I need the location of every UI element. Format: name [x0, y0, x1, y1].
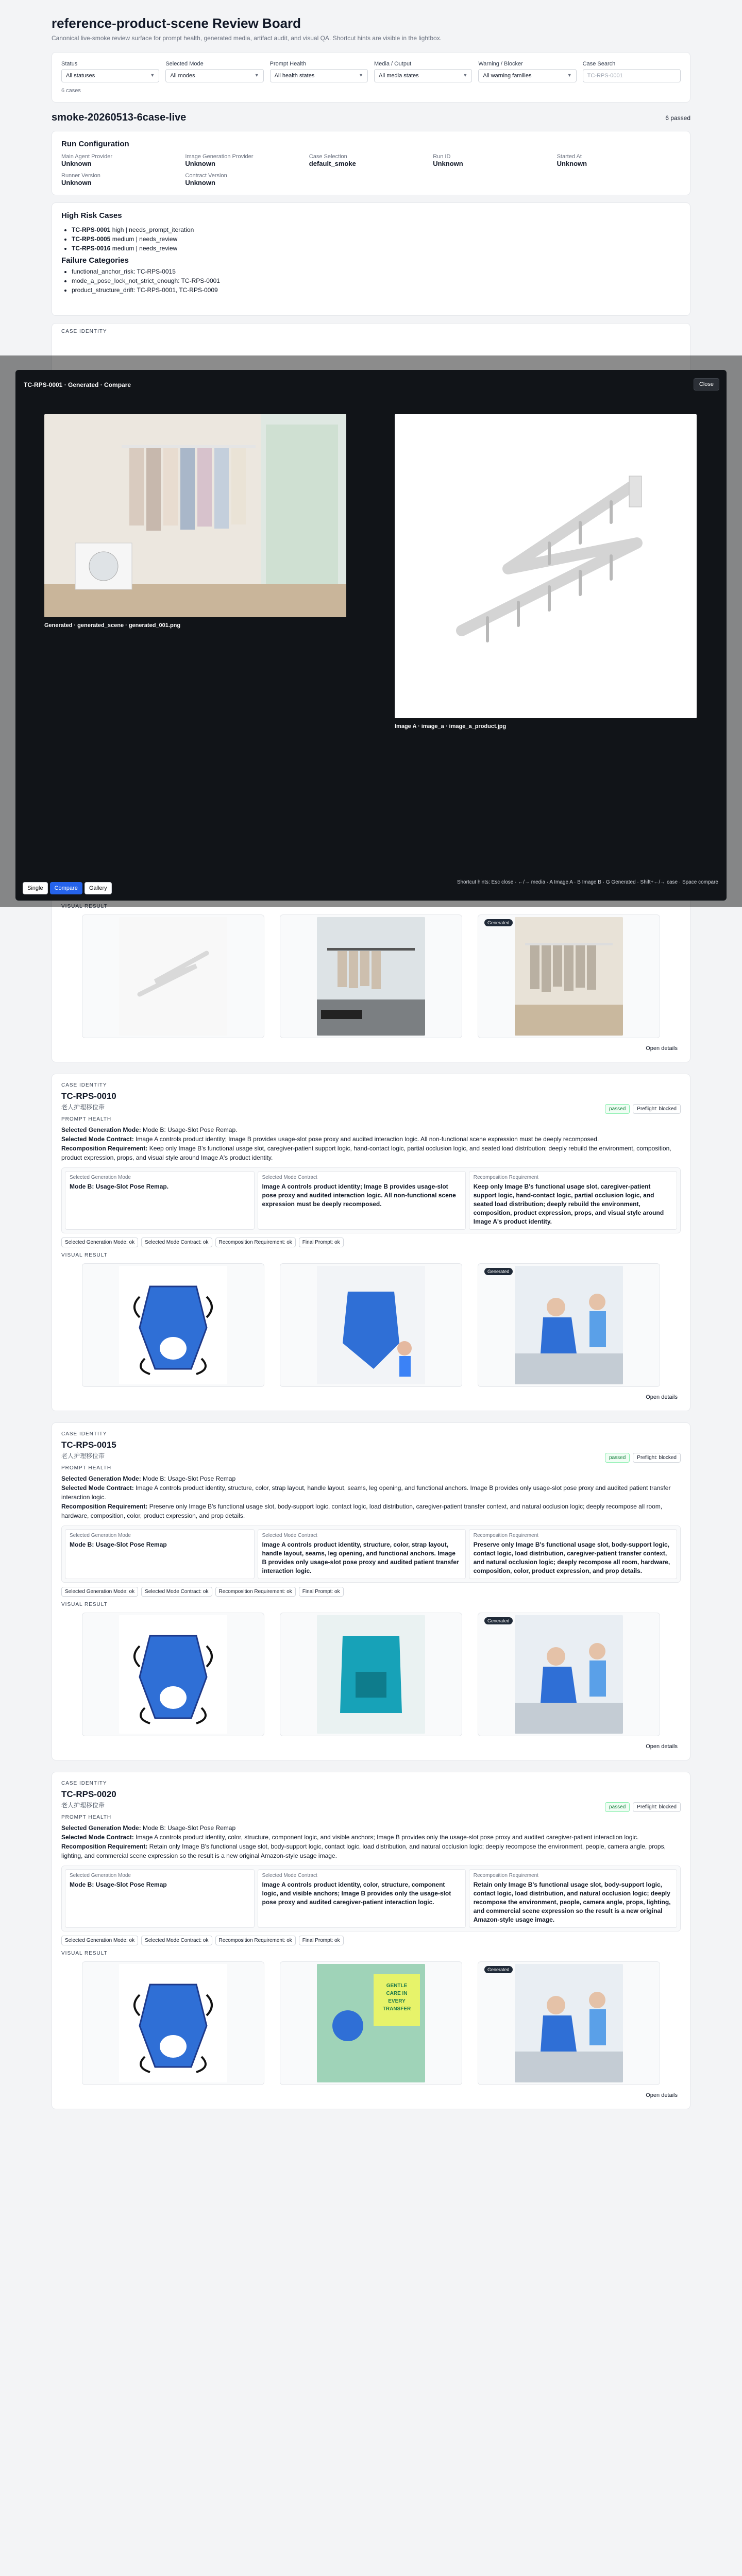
- modal-caption-right: Image A · image_a · image_a_product.jpg: [395, 723, 507, 730]
- page-subtitle: Canonical live-smoke review surface for prompt health, generated media, artifact audit, and visual QA. Shortcut hints are visible in the lightbox.: [52, 35, 442, 42]
- sling-product-image: [119, 1615, 227, 1734]
- visual-generated[interactable]: [478, 1613, 660, 1736]
- svg-text:GENTLE: GENTLE: [386, 1983, 408, 1989]
- generated-scene-image: [515, 1615, 623, 1734]
- prompt-health-select[interactable]: All health states ▼: [270, 69, 368, 82]
- case-card-tc-rps-0001: CASE IDENTITY: [52, 323, 690, 740]
- failure-category-item: • product_structure_drift: TC-RPS-0001, TC-RPS-0009: [72, 285, 681, 295]
- recomp-cell: Recomposition Requirement Keep only Image B's functional usage slot, caregiver-patient support logic, hand-contact logic, partial occlusion logic, and seated load distribution; deeply rebuild the environment, composition, product expression, props, and visual style around Image A's product identity.: [469, 1171, 677, 1230]
- filter-media: Media / Output All media states ▼: [374, 61, 472, 82]
- case-card: VISUAL RESULT Generated Open details: [52, 752, 690, 1062]
- chevron-down-icon: ▼: [150, 73, 155, 78]
- close-button[interactable]: Close: [694, 378, 719, 391]
- visual-image-b[interactable]: [280, 1961, 462, 2085]
- page-title: reference-product-scene Review Board: [52, 15, 301, 31]
- laundry-room-image: [44, 414, 346, 617]
- status-badge: passed: [605, 1104, 630, 1114]
- chevron-down-icon: ▼: [463, 73, 468, 78]
- check-chip: Selected Generation Mode: ok: [61, 1587, 138, 1597]
- visual-generated[interactable]: [478, 1263, 660, 1387]
- config-item: Contract Version Unknown: [185, 173, 227, 187]
- status-select[interactable]: All statuses ▼: [61, 69, 159, 82]
- gallery-view-button[interactable]: Gallery: [85, 882, 112, 894]
- run-name: smoke-20260513-6case-live: [52, 112, 187, 123]
- single-view-button[interactable]: Single: [23, 882, 48, 894]
- contract-cell: Selected Mode Contract Image A controls product identity, structure, color, strap layout, handle layout, seams, leg opening, and functional anchors. Image B provides only usage-slot pose proxy and audited patient transfer interaction logic.: [258, 1529, 466, 1579]
- visual-generated[interactable]: [478, 914, 660, 1038]
- check-chip: Recomposition Requirement: ok: [215, 1587, 296, 1597]
- modal-title: TC-RPS-0001 · Generated · Compare: [24, 381, 131, 388]
- modal-caption-left: Generated · generated_scene · generated_001.png: [44, 622, 181, 629]
- config-item: Started At Unknown: [556, 154, 587, 167]
- generated-scene-image: [515, 1964, 623, 2082]
- check-chip: Selected Mode Contract: ok: [141, 1238, 212, 1247]
- preflight-badge: Preflight: blocked: [633, 1453, 681, 1463]
- risk-case-item: • TC-RPS-0016 medium | needs_review: [72, 244, 681, 253]
- contract-cell: Selected Mode Contract Image A controls product identity, color, structure, component logic, and visible anchors; Image B provides only the usage-slot pose proxy and audited caregiver-patient interaction logic.: [258, 1869, 466, 1928]
- open-details-button[interactable]: Open details: [646, 1045, 678, 1052]
- case-subtitle: 老人护理移位带: [61, 1802, 105, 1809]
- check-chip: Selected Mode Contract: ok: [141, 1936, 212, 1945]
- visual-image-a[interactable]: [82, 1263, 264, 1387]
- mode-select[interactable]: All modes ▼: [165, 69, 263, 82]
- check-chip: Final Prompt: ok: [299, 1587, 344, 1597]
- sling-teal-image: [317, 1615, 425, 1734]
- case-id: TC-RPS-0010: [61, 1091, 116, 1101]
- lightbox-modal: [15, 370, 727, 901]
- mode-cell: Selected Generation Mode Mode B: Usage-Slot Pose Remap.: [65, 1171, 255, 1230]
- chevron-down-icon: ▼: [254, 73, 259, 78]
- generated-badge: Generated: [484, 1268, 513, 1275]
- rack-product-image: [119, 917, 227, 1036]
- run-config-panel: Run Configuration Main Agent Provider Unknown Image Generation Provider Unknown Case Selection default_smoke Run ID Unknown Started At Unknown Runner Version Unknown Contract Version Unknown: [52, 131, 690, 195]
- filter-panel: [52, 52, 690, 103]
- preflight-badge: Preflight: blocked: [633, 1104, 681, 1114]
- shortcut-hint: Shortcut hints: Esc close · ←/→ media · A Image A · B Image B · G Generated · Shift+←/→ case · Space compare: [457, 879, 718, 885]
- check-chip: Final Prompt: ok: [299, 1936, 344, 1945]
- config-item: Runner Version Unknown: [61, 173, 100, 187]
- recomp-cell: Recomposition Requirement Preserve only Image B's functional usage slot, body-support logic, contact logic, load distribution, caregiver-patient transfer context, and natural occlusion logic; deeply recompose all room, hardware, composition, color, product expression, and prop details.: [469, 1529, 677, 1579]
- warning-select[interactable]: All warning families ▼: [478, 69, 576, 82]
- case-search-input[interactable]: TC-RPS-0001: [583, 69, 681, 82]
- view-mode-buttons: [23, 882, 112, 894]
- sling-ad-image: [317, 1964, 425, 2082]
- generated-scene-image: [515, 1266, 623, 1384]
- recomp-cell: Recomposition Requirement Retain only Image B's functional usage slot, body-support logic, contact logic, load distribution, and natural occlusion logic; deeply recompose the environment, people, camera angle, props, lighting, and commercial scene expression so the result is a new original Amazon-style usage image.: [469, 1869, 677, 1928]
- check-chip: Recomposition Requirement: ok: [215, 1936, 296, 1945]
- rack-product-image: [395, 414, 697, 718]
- media-select[interactable]: All media states ▼: [374, 69, 472, 82]
- preflight-badge: Preflight: blocked: [633, 1802, 681, 1812]
- sling-product-image: [119, 1964, 227, 2082]
- modal-image-a[interactable]: [395, 414, 697, 718]
- config-item: Image Generation Provider Unknown: [185, 154, 254, 167]
- case-count: 6 cases: [61, 88, 81, 94]
- case-id: TC-RPS-0020: [61, 1789, 116, 1799]
- filter-mode: Selected Mode All modes ▼: [165, 61, 263, 82]
- case-subtitle: 老人护理移位带: [61, 1104, 105, 1111]
- visual-image-a[interactable]: [82, 1613, 264, 1736]
- visual-image-b[interactable]: [280, 1613, 462, 1736]
- visual-image-b[interactable]: [280, 1263, 462, 1387]
- svg-text:CARE IN: CARE IN: [386, 1991, 408, 1996]
- sling-product-image: [119, 1266, 227, 1384]
- failure-category-item: • functional_anchor_risk: TC-RPS-0015: [72, 267, 681, 276]
- case-card: CASE IDENTITY TC-RPS-0015 老人护理移位带 passed Preflight: blocked PROMPT HEALTH Selected Generation Mode: Mode B: Usage-Slot Pose Remap Selected Mode Contract: Image A controls product identity, structure, color, strap layout, handle layout, seams, leg opening, and functional anchors. Image B provides only usage-slot pose proxy and audited patient transfer interaction logic. Recomposition Requirement: Preserve only Image B's functional usage slot, body-support logic, contact logic, load distribution, caregiver-patient transfer context, and natural occlusion logic; deeply recompose all room, hardware, composition, color, product expression, and prop details. Selected Generation Mode Mode B: Usage-Slot Pose Remap Selected Mode Contract Image A controls product identity, structure, color, strap layout, handle layout, seams, leg opening, and functional anchors. Image B provides only usage-slot pose proxy and audited patient transfer interaction logic. Recomposition Requirement Preserve only Image B's functional usage slot, body-support logic, contact logic, load distribution, caregiver-patient transfer context, and natural occlusion logic; deeply recompose all room, hardware, composition, color, product expression, and prop details. Selected Generation Mode: ok Selected Mode Contract: ok Recomposition Requirement: ok Final Prompt: ok VISUAL RESULT Generated Open details: [52, 1422, 690, 1760]
- svg-text:TRANSFER: TRANSFER: [382, 2006, 411, 2012]
- generated-badge: Generated: [484, 919, 513, 926]
- run-passed: 6 passed: [665, 114, 690, 122]
- case-card: CASE IDENTITY TC-RPS-0010 老人护理移位带 passed Preflight: blocked PROMPT HEALTH Selected Generation Mode: Mode B: Usage-Slot Pose Remap. Selected Mode Contract: Image A controls product identity; Image B provides usage-slot pose proxy and audited interaction logic. All non-functional scene expression must be deeply recomposed. Recomposition Requirement: Keep only Image B's functional usage slot, caregiver-patient support logic, hand-contact logic, partial occlusion logic, and seated load distribution; deeply rebuild the environment, composition, product expression, props, and visual style around Image A's product identity. Selected Generation Mode Mode B: Usage-Slot Pose Remap. Selected Mode Contract Image A controls product identity; Image B provides usage-slot pose proxy and audited interaction logic. All non-functional scene expression must be deeply recomposed. Recomposition Requirement Keep only Image B's functional usage slot, caregiver-patient support logic, hand-contact logic, partial occlusion logic, and seated load distribution; deeply rebuild the environment, composition, product expression, props, and visual style around Image A's product identity. Selected Generation Mode: ok Selected Mode Contract: ok Recomposition Requirement: ok Final Prompt: ok VISUAL RESULT Generated Open details: [52, 1074, 690, 1411]
- config-item: Main Agent Provider Unknown: [61, 154, 113, 167]
- modal-generated-image[interactable]: [44, 414, 346, 617]
- generated-badge: Generated: [484, 1617, 513, 1624]
- check-chip: Selected Generation Mode: ok: [61, 1936, 138, 1945]
- open-details-button[interactable]: Open details: [646, 1394, 678, 1400]
- mode-cell: Selected Generation Mode Mode B: Usage-Slot Pose Remap: [65, 1869, 255, 1928]
- run-header: [52, 112, 690, 124]
- chevron-down-icon: ▼: [359, 73, 363, 78]
- filter-search: Case Search TC-RPS-0001: [583, 61, 681, 82]
- generated-scene-image: [515, 917, 623, 1036]
- chevron-down-icon: ▼: [567, 73, 572, 78]
- case-card: CASE IDENTITY TC-RPS-0020 老人护理移位带 passed Preflight: blocked PROMPT HEALTH Selected Generation Mode: Mode B: Usage-Slot Pose Remap Selected Mode Contract: Image A controls product identity, color, structure, component logic, and visible anchors; Image B provides only the usage-slot pose proxy and audited caregiver-patient interaction logic. Recomposition Requirement: Retain only Image B's functional usage slot, body-support logic, contact logic, load distribution, and natural occlusion logic; deeply recompose the environment, people, camera angle, props, lighting, and commercial scene expression so the result is a new original Amazon-style usage image. Selected Generation Mode Mode B: Usage-Slot Pose Remap Selected Mode Contract Image A controls product identity, color, structure, component logic, and visible anchors; Image B provides only the usage-slot pose proxy and audited caregiver-patient interaction logic. Recomposition Requirement Retain only Image B's functional usage slot, body-support logic, contact logic, load distribution, and natural occlusion logic; deeply recompose the environment, people, camera angle, props, lighting, and commercial scene expression so the result is a new original Amazon-style usage image. Selected Generation Mode: ok Selected Mode Contract: ok Recomposition Requirement: ok Final Prompt: ok VISUAL RESULT GENTLE CARE IN EVERY TRANSFER Generated Open details: [52, 1772, 690, 2109]
- check-chip: Selected Mode Contract: ok: [141, 1587, 212, 1597]
- config-item: Case Selection default_smoke: [309, 154, 356, 167]
- sling-usage-image: [317, 1266, 425, 1384]
- open-details-button[interactable]: Open details: [646, 2092, 678, 2098]
- rack-scene-image: [317, 917, 425, 1036]
- open-details-button[interactable]: Open details: [646, 1743, 678, 1750]
- risk-case-item: • TC-RPS-0001 high | needs_prompt_iteration: [72, 225, 681, 234]
- status-badge: passed: [605, 1453, 630, 1463]
- compare-view-button[interactable]: Compare: [50, 882, 82, 894]
- config-item: Run ID Unknown: [433, 154, 463, 167]
- contract-cell: Selected Mode Contract Image A controls product identity; Image B provides usage-slot pose proxy and audited interaction logic. All non-functional scene expression must be deeply recomposed.: [258, 1171, 466, 1230]
- case-subtitle: 老人护理移位带: [61, 1452, 105, 1460]
- filter-prompt-health: Prompt Health All health states ▼: [270, 61, 368, 82]
- check-chip: Recomposition Requirement: ok: [215, 1238, 296, 1247]
- case-id: TC-RPS-0015: [61, 1440, 116, 1450]
- risk-case-item: • TC-RPS-0005 medium | needs_review: [72, 234, 681, 244]
- filter-warning: Warning / Blocker All warning families ▼: [478, 61, 576, 82]
- status-badge: passed: [605, 1802, 630, 1812]
- failure-category-item: • mode_a_pose_lock_not_strict_enough: TC-RPS-0001: [72, 276, 681, 285]
- visual-generated[interactable]: [478, 1961, 660, 2085]
- generated-badge: Generated: [484, 1966, 513, 1973]
- visual-image-b[interactable]: [280, 914, 462, 1038]
- mode-cell: Selected Generation Mode Mode B: Usage-Slot Pose Remap: [65, 1529, 255, 1579]
- visual-image-a[interactable]: [82, 1961, 264, 2085]
- filter-status: Status All statuses ▼: [61, 61, 159, 82]
- visual-image-a[interactable]: [82, 914, 264, 1038]
- check-chip: Selected Generation Mode: ok: [61, 1238, 138, 1247]
- svg-text:EVERY: EVERY: [388, 1998, 406, 2004]
- risk-panel: High Risk Cases • TC-RPS-0001 high | needs_prompt_iteration • TC-RPS-0005 medium | needs_review • TC-RPS-0016 medium | needs_review Failure Categories • functional_anchor_risk: TC-RPS-0015 • mode_a_pose_lock_not_strict_enough: TC-RPS-0001 • product_structure_drift: TC-RPS-0001, TC-RPS-0009: [52, 202, 690, 316]
- check-chip: Final Prompt: ok: [299, 1238, 344, 1247]
